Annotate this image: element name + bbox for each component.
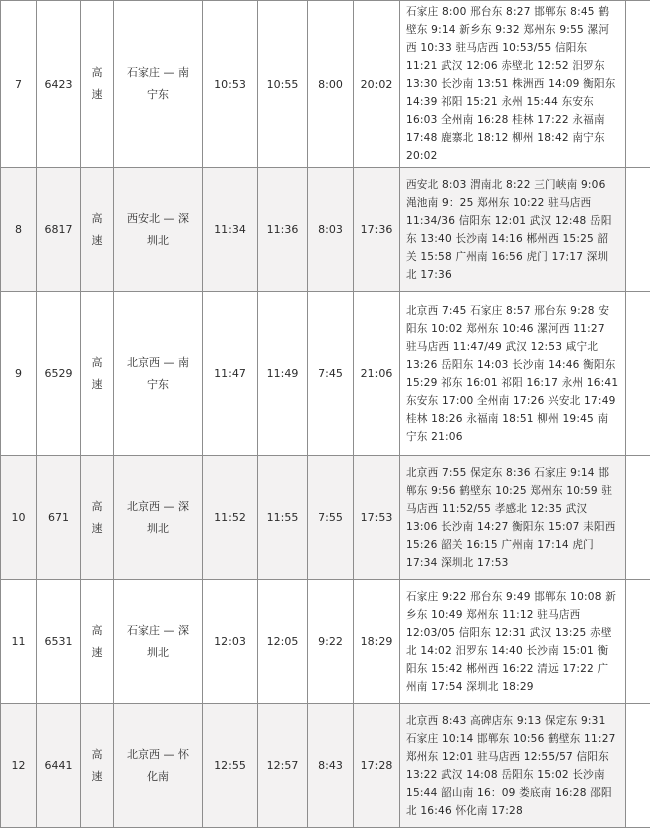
route: 北京西 — 南 宁东 — [114, 292, 203, 456]
blank-cell — [626, 168, 650, 292]
depart-time: 10:55 — [258, 1, 308, 168]
arrive-time: 12:55 — [203, 704, 258, 828]
blank-cell — [626, 580, 650, 704]
terminal-time: 17:53 — [354, 456, 400, 580]
terminal-time: 20:02 — [354, 1, 400, 168]
blank-cell — [626, 456, 650, 580]
train-type: 高 速 — [81, 1, 114, 168]
row-index: 7 — [1, 1, 37, 168]
route: 北京西 — 深 圳北 — [114, 456, 203, 580]
stop-list: 北京西 8:43 高碑店东 9:13 保定东 9:31 石家庄 10:14 邯郸东 10:56 鹤壁东 11:27 郑州东 12:01 驻马店西 12:55/57 信阳东 13:22 武汉 14:08 岳阳东 15:02 长沙南 15:44 韶山南 16：09 娄底南 16:28 邵阳北 16:46 怀化南 17:28 — [400, 704, 626, 828]
terminal-time: 17:36 — [354, 168, 400, 292]
train-number: 6817 — [37, 168, 81, 292]
row-index: 11 — [1, 580, 37, 704]
origin-time: 7:45 — [308, 292, 354, 456]
train-number: 6531 — [37, 580, 81, 704]
train-number: 671 — [37, 456, 81, 580]
origin-time: 9:22 — [308, 580, 354, 704]
train-type: 高 速 — [81, 168, 114, 292]
blank-cell — [626, 1, 650, 168]
route: 西安北 — 深 圳北 — [114, 168, 203, 292]
table-row — [1, 704, 650, 828]
origin-time: 8:00 — [308, 1, 354, 168]
row-index: 10 — [1, 456, 37, 580]
stop-list: 北京西 7:45 石家庄 8:57 邢台东 9:28 安阳东 10:02 郑州东 10:46 漯河西 11:27 驻马店西 11:47/49 武汉 12:53 咸宁北 13:26 岳阳东 14:03 长沙南 14:46 衡阳东 15:29 祁东 16:01 祁阳 16:17 永州 16:41 东安东 17:00 全州南 17:26 兴安北 17:49 桂林 18:26 永福南 18:51 柳州 19:45 南宁东 21:06 — [400, 292, 626, 456]
blank-cell — [626, 292, 650, 456]
train-number: 6423 — [37, 1, 81, 168]
origin-time: 8:43 — [308, 704, 354, 828]
stop-list: 石家庄 8:00 邢台东 8:27 邯郸东 8:45 鹤壁东 9:14 新乡东 9:32 郑州东 9:55 漯河西 10:33 驻马店西 10:53/55 信阳东 11:21 武汉 12:06 赤壁北 12:52 汨罗东 13:30 长沙南 13:51 株洲西 14:09 衡阳东 14:39 祁阳 15:21 永州 15:44 东安东 16:03 全州南 16:28 桂林 17:22 永福南 17:48 鹿寨北 18:12 柳州 18:42 南宁东 20:02 — [400, 1, 626, 168]
route: 石家庄 — 深 圳北 — [114, 580, 203, 704]
row-index: 8 — [1, 168, 37, 292]
stop-list: 西安北 8:03 渭南北 8:22 三门峡南 9:06 渑池南 9：25 郑州东 10:22 驻马店西 11:34/36 信阳东 12:01 武汉 12:48 岳阳东 13:40 长沙南 14:16 郴州西 15:25 韶关 15:58 广州南 16:56 虎门 17:17 深圳北 17:36 — [400, 168, 626, 292]
arrive-time: 11:34 — [203, 168, 258, 292]
route: 北京西 — 怀 化南 — [114, 704, 203, 828]
table-row — [1, 292, 650, 456]
arrive-time: 10:53 — [203, 1, 258, 168]
depart-time: 12:57 — [258, 704, 308, 828]
terminal-time: 21:06 — [354, 292, 400, 456]
terminal-time: 17:28 — [354, 704, 400, 828]
table-row — [1, 456, 650, 580]
arrive-time: 11:47 — [203, 292, 258, 456]
terminal-time: 18:29 — [354, 580, 400, 704]
row-index: 9 — [1, 292, 37, 456]
table-row — [1, 1, 650, 168]
origin-time: 8:03 — [308, 168, 354, 292]
train-type: 高 速 — [81, 704, 114, 828]
train-type: 高 速 — [81, 292, 114, 456]
row-index: 12 — [1, 704, 37, 828]
depart-time: 12:05 — [258, 580, 308, 704]
stop-list: 北京西 7:55 保定东 8:36 石家庄 9:14 邯郸东 9:56 鹤壁东 10:25 郑州东 10:59 驻马店西 11:52/55 孝感北 12:35 武汉 13:06 长沙南 14:27 衡阳东 15:07 耒阳西 15:26 韶关 16:15 广州南 17:14 虎门 17:34 深圳北 17:53 — [400, 456, 626, 580]
blank-cell — [626, 704, 650, 828]
table-row — [1, 168, 650, 292]
route: 石家庄 — 南 宁东 — [114, 1, 203, 168]
depart-time: 11:55 — [258, 456, 308, 580]
table-row — [1, 580, 650, 704]
arrive-time: 12:03 — [203, 580, 258, 704]
train-number: 6529 — [37, 292, 81, 456]
train-number: 6441 — [37, 704, 81, 828]
stop-list: 石家庄 9:22 邢台东 9:49 邯郸东 10:08 新乡东 10:49 郑州东 11:12 驻马店西 12:03/05 信阳东 12:31 武汉 13:25 赤壁北 14:02 汨罗东 14:40 长沙南 15:01 衡阳东 15:42 郴州西 16:22 清远 17:22 广州南 17:54 深圳北 18:29 — [400, 580, 626, 704]
depart-time: 11:49 — [258, 292, 308, 456]
origin-time: 7:55 — [308, 456, 354, 580]
train-type: 高 速 — [81, 580, 114, 704]
depart-time: 11:36 — [258, 168, 308, 292]
train-type: 高 速 — [81, 456, 114, 580]
arrive-time: 11:52 — [203, 456, 258, 580]
